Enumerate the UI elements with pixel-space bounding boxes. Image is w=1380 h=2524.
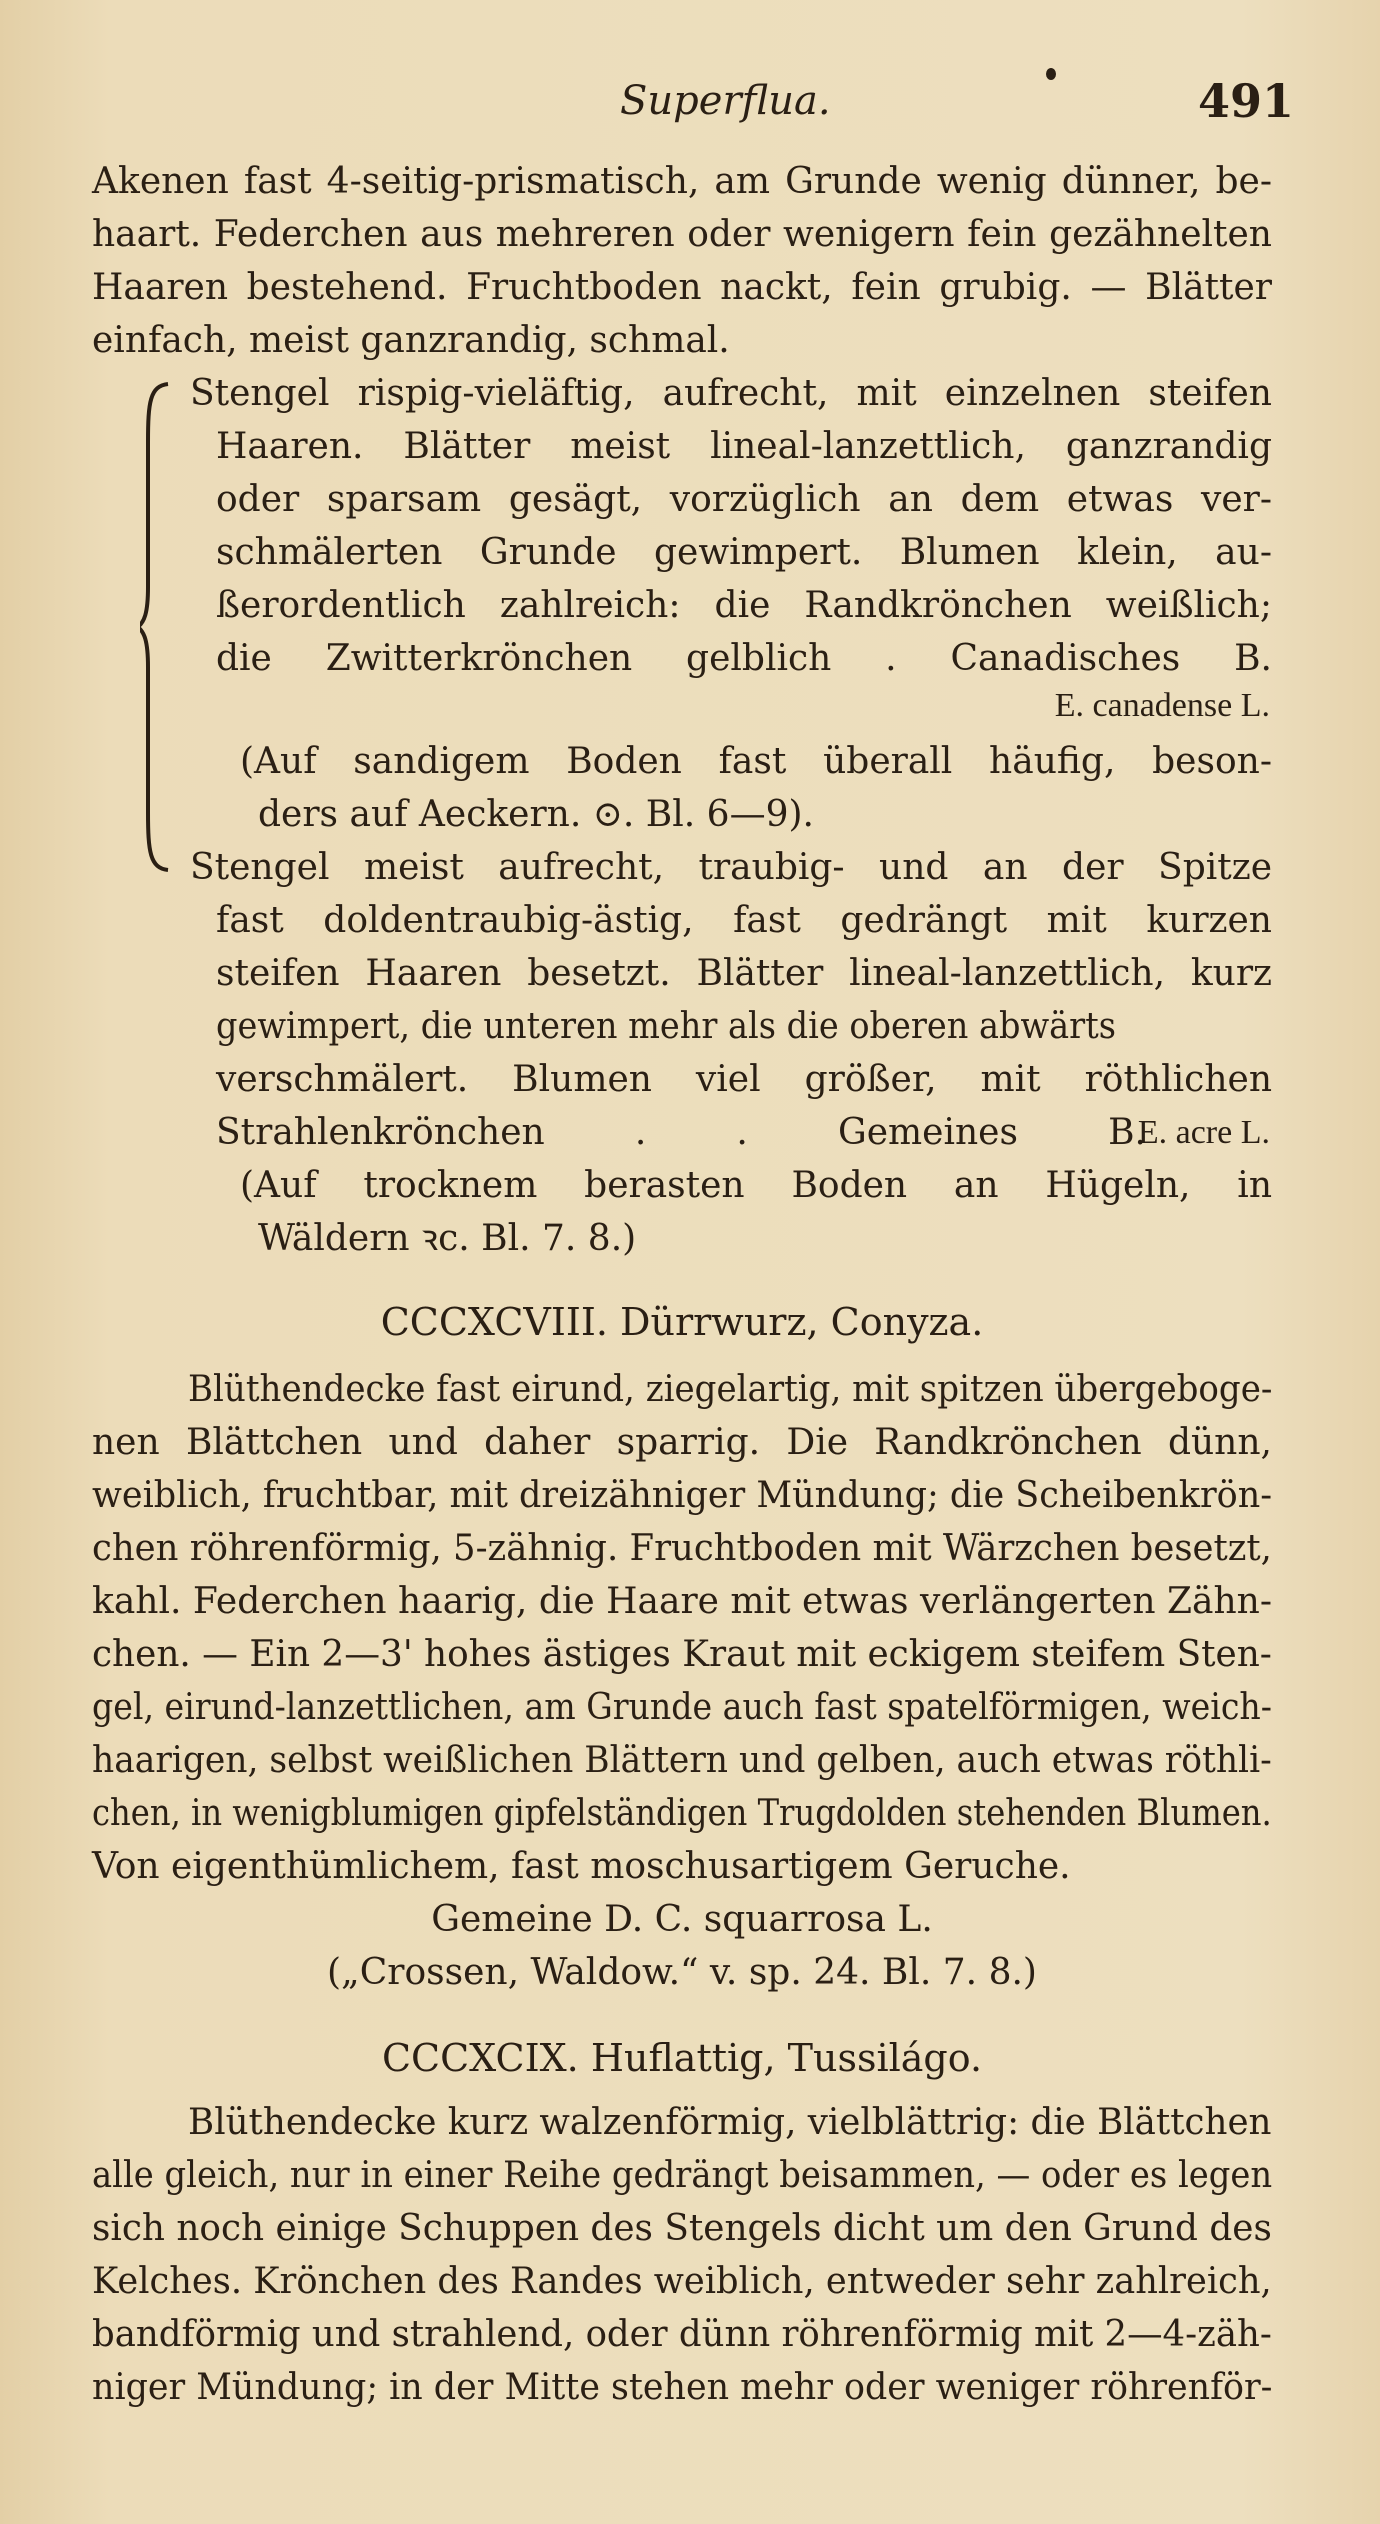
species1-habitat: ders auf Aeckern. ⊙. Bl. 6—9). bbox=[258, 794, 814, 835]
genus399-line: bandförmig und strahlend, oder dünn röhrenförmig mit 2—4-zäh- bbox=[92, 2314, 1272, 2355]
genus398-heading: CCCXCVIII. Dürrwurz, Conyza. bbox=[380, 1300, 984, 1344]
genus399-line: Kelches. Krönchen des Randes weiblich, entweder sehr zahlreich, bbox=[92, 2261, 1272, 2302]
genus398-line: haarigen, selbst weißlichen Blättern und gelben, auch etwas röthli- bbox=[92, 1740, 1272, 1781]
running-title: Superflua. bbox=[620, 78, 831, 124]
genus398-line: nen Blättchen und daher sparrig. Die Randkrönchen dünn, bbox=[92, 1422, 1272, 1463]
genus399-heading: CCCXCIX. Huflattig, Tussilágo. bbox=[381, 2036, 983, 2080]
species2-line: Strahlenkrönchen . . Gemeines B. bbox=[216, 1112, 1146, 1153]
genus398-line: Blüthendecke fast eirund, ziegelartig, mit spitzen übergeboge- bbox=[188, 1369, 1273, 1410]
page-header bbox=[0, 74, 1380, 138]
species2-line: gewimpert, die unteren mehr als die oberen abwärts bbox=[216, 1006, 1116, 1047]
species2-latin-name: E. acre L. bbox=[1137, 1114, 1270, 1151]
page-number: 491 bbox=[1198, 74, 1295, 128]
species1-line: Haaren. Blätter meist lineal-lanzettlich, ganzrandig bbox=[216, 426, 1272, 467]
genus399-line: Blüthendecke kurz walzenförmig, vielblättrig: die Blättchen bbox=[188, 2102, 1272, 2143]
species2-line: verschmälert. Blumen viel größer, mit röthlichen bbox=[216, 1059, 1272, 1100]
intro-line: Akenen fast 4-seitig-prismatisch, am Grunde wenig dünner, be- bbox=[92, 161, 1272, 202]
genus398-line: chen, in wenigblumigen gipfelständigen Trugdolden stehenden Blumen. bbox=[92, 1793, 1272, 1834]
genus398-line: weiblich, fruchtbar, mit dreizähniger Mündung; die Scheibenkrön- bbox=[92, 1475, 1273, 1516]
species2-habitat: (Auf trocknem berasten Boden an Hügeln, in bbox=[240, 1165, 1272, 1206]
intro-line: Haaren bestehend. Fruchtboden nackt, fein grubig. — Blätter bbox=[92, 267, 1272, 308]
intro-line: haart. Federchen aus mehreren oder wenigern fein gezähnelten bbox=[92, 214, 1272, 255]
species1-line: ßerordentlich zahlreich: die Randkrönchen weißlich; bbox=[216, 585, 1272, 626]
species1-line: schmälerten Grunde gewimpert. Blumen klein, au- bbox=[216, 532, 1272, 573]
genus399-line: sich noch einige Schuppen des Stengels dicht um den Grund des bbox=[92, 2208, 1272, 2249]
species1-line: oder sparsam gesägt, vorzüglich an dem etwas ver- bbox=[216, 479, 1272, 520]
species1-habitat: (Auf sandigem Boden fast überall häufig, beson- bbox=[240, 741, 1272, 782]
genus398-line: chen röhrenförmig, 5-zähnig. Fruchtboden mit Wärzchen besetzt, bbox=[92, 1528, 1272, 1569]
species2-line: fast doldentraubig-ästig, fast gedrängt mit kurzen bbox=[216, 900, 1272, 941]
genus398-species: Gemeine D. C. squarrosa L. bbox=[431, 1899, 933, 1940]
genus399-line: alle gleich, nur in einer Reihe gedrängt beisammen, — oder es legen bbox=[92, 2155, 1273, 2196]
genus398-line: gel, eirund-lanzettlichen, am Grunde auch fast spatelförmigen, weich- bbox=[92, 1687, 1272, 1728]
genus398-line: chen. — Ein 2—3' hohes ästiges Kraut mit eckigem steifem Sten- bbox=[92, 1634, 1272, 1675]
genus398-line: Von eigenthümlichem, fast moschusartigem Geruche. bbox=[92, 1846, 1071, 1887]
species-brace bbox=[140, 382, 170, 872]
genus399-line: niger Mündung; in der Mitte stehen mehr oder weniger röhrenför- bbox=[92, 2367, 1273, 2408]
species1-latin-name: E. canadense L. bbox=[1054, 687, 1270, 724]
genus398-line: kahl. Federchen haarig, die Haare mit etwas verlängerten Zähn- bbox=[92, 1581, 1272, 1622]
species2-line: Stengel meist aufrecht, traubig- und an der Spitze bbox=[190, 847, 1272, 888]
species2-habitat: Wäldern ꝛc. Bl. 7. 8.) bbox=[258, 1218, 637, 1259]
intro-line: einfach, meist ganzrandig, schmal. bbox=[92, 320, 730, 361]
species1-line: Stengel rispig-vieläftig, aufrecht, mit einzelnen steifen bbox=[190, 373, 1272, 414]
ink-dot-mark bbox=[1046, 68, 1056, 80]
genus398-citation: („Crossen, Waldow.“ v. sp. 24. Bl. 7. 8.) bbox=[327, 1952, 1037, 1993]
species2-line: steifen Haaren besetzt. Blätter lineal-lanzettlich, kurz bbox=[216, 953, 1272, 994]
species1-line: die Zwitterkrönchen gelblich . Canadisches B. bbox=[216, 638, 1272, 679]
